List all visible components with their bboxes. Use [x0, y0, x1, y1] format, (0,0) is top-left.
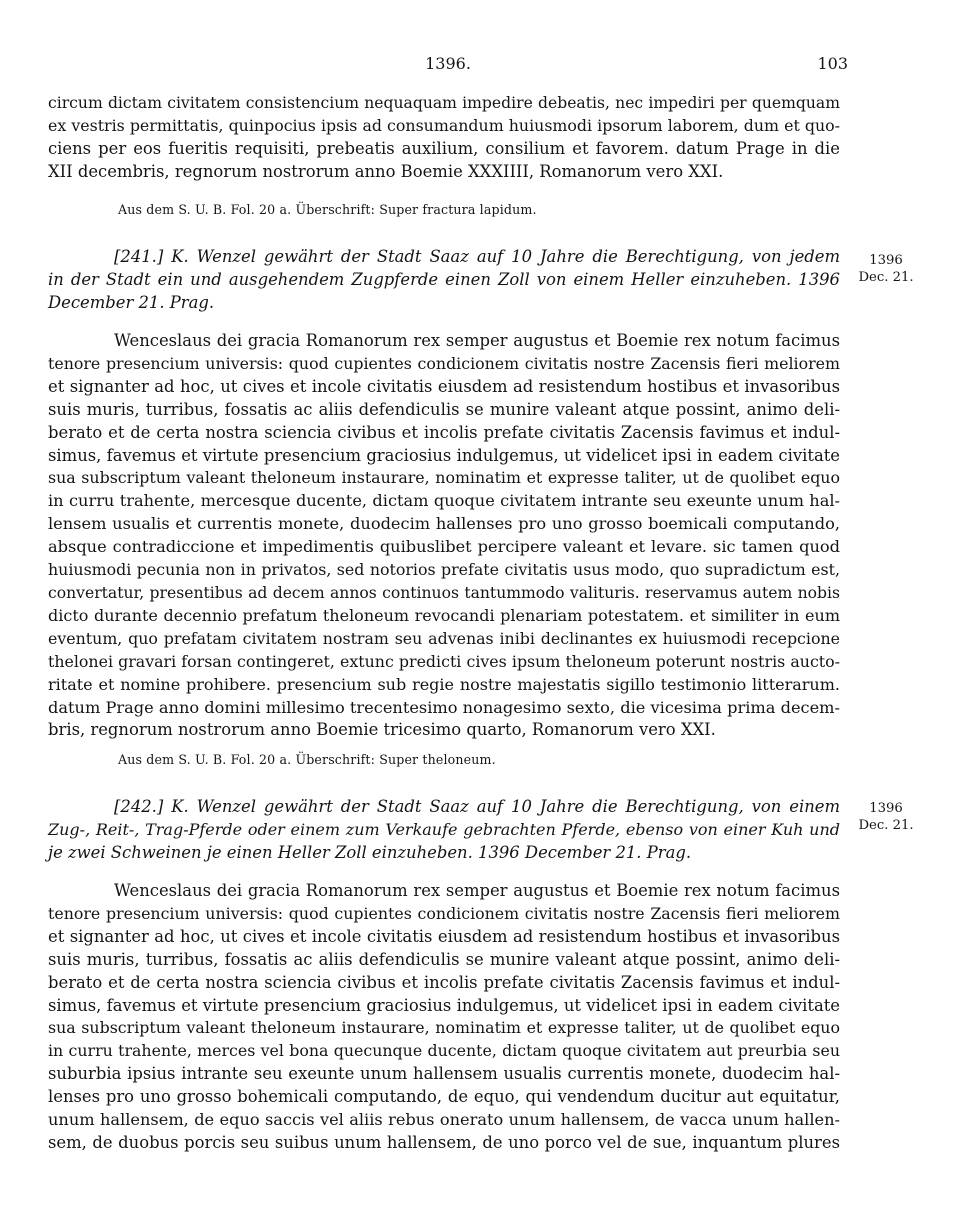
text-line: simus, favemus et virtute presencium graciosius indulgemus, ut videlicet ipsi in eadem civitate [48, 995, 840, 1015]
text-line: et signanter ad hoc, ut cives et incole civitatis eiusdem ad resistendum hostibus et invasoribus [48, 926, 840, 946]
text-line: simus, favemus et virtute presencium graciosius indulgemus, ut videlicet ipsi in eadem civitate [48, 445, 840, 465]
charter-text-242 [48, 880, 840, 1155]
text-line: suis muris, turribus, fossatis ac aliis defendiculis se munire valeant atque possint, animo deli- [48, 949, 840, 969]
text-line: circum dictam civitatem consistencium nequaquam impedire debeatis, nec impediri per quemquam [48, 94, 840, 112]
regest-line: December 21. Prag. [48, 292, 215, 312]
text-line: convertatur, presentibus ad decem annos continuos tantummodo valituris. reservamus autem nobis [48, 583, 840, 602]
text-line: in curru trahente, mercesque ducente, dictam quoque civitatem intrante seu exeunte unum hal- [48, 491, 840, 511]
page-number: 103 [817, 54, 848, 73]
margin-date-242 [854, 800, 918, 834]
text-line: in curru trahente, merces vel bona quecunque ducente, dictam quoque civitatem aut preurbia seu [48, 1041, 840, 1061]
text-line: ciens per eos fueritis requisiti, prebeatis auxilium, consilium et favorem. datum Prage in die [48, 138, 840, 158]
intro-text [48, 92, 840, 184]
text-line: XII decembris, regnorum nostrorum anno Boemie XXXIIII, Romanorum vero XXI. [48, 161, 724, 181]
margin-year: 1396 [869, 801, 903, 816]
margin-year: 1396 [869, 253, 903, 268]
charter-text-241 [48, 330, 840, 742]
page-header [48, 54, 848, 80]
text-line: berato et de certa nostra sciencia civibus et incolis prefate civitatis Zacensis favimus et indul- [48, 422, 840, 442]
margin-day: Dec. 21. [858, 818, 914, 833]
text-line: dicto durante decennio prefatum theloneum revocandi plenariam potestatem. et similiter in eum [48, 605, 840, 625]
regest-line: Zug-, Reit-, Trag-Pferde oder einem zum Verkaufe gebrachten Pferde, ebenso von einer Kuh und [48, 819, 840, 839]
regest-line: je zwei Schweinen je einen Heller Zoll einzuheben. 1396 December 21. Prag. [48, 842, 692, 862]
margin-date-241 [854, 252, 918, 286]
running-year: 1396. [425, 54, 471, 73]
text-line: Wenceslaus dei gracia Romanorum rex semper augustus et Boemie rex notum facimus [114, 881, 840, 900]
text-line: lensem usualis et currentis monete, duodecim hallenses pro uno grosso boemicali computando, [48, 514, 840, 534]
regest-line: in der Stadt ein und ausgehendem Zugpferde einen Zoll von einem Heller einzuheben. 1396 [48, 269, 840, 289]
text-line: sua subscriptum valeant theloneum instaurare, nominatim et expresse taliter, ut de quolibet equo [48, 468, 840, 488]
text-line: sua subscriptum valeant theloneum instaurare, nominatim et expresse taliter, ut de quolibet equo [48, 1018, 840, 1038]
text-line: bris, regnorum nostrorum anno Boemie tricesimo quarto, Romanorum vero XXI. [48, 720, 716, 740]
regest-242 [48, 796, 840, 865]
text-line: absque contradiccione et impedimentis quibuslibet percipere valeant et levare. sic tamen quod [48, 537, 840, 557]
text-line: unum hallensem, de equo saccis vel aliis rebus onerato unum hallensem, de vacca unum hallen- [48, 1110, 840, 1130]
text-line: tenore presencium universis: quod cupientes condicionem civitatis nostre Zacensis fieri meliorem [48, 903, 840, 923]
text-line: datum Prage anno domini millesimo trecentesimo nonagesimo sexto, die vicesima prima decem- [48, 697, 840, 717]
regest-line: [241.] K. Wenzel gewährt der Stadt Saaz auf 10 Jahre die Berechtigung, von jedem [114, 247, 840, 266]
regest-line: [242.] K. Wenzel gewährt der Stadt Saaz auf 10 Jahre die Berechtigung, von einem [114, 797, 840, 816]
text-line: huiusmodi pecunia non in privatos, sed notorios prefate civitatis usus modo, quo supradictum est, [48, 560, 840, 580]
source-note: Aus dem S. U. B. Fol. 20 a. Überschrift: Super theloneum. [118, 752, 496, 767]
text-line: eventum, quo prefatam civitatem nostram seu advenas inibi declinantes ex huiusmodi recepcione [48, 628, 840, 648]
text-line: suis muris, turribus, fossatis ac aliis defendiculis se munire valeant atque possint, animo deli- [48, 399, 840, 419]
text-line: berato et de certa nostra sciencia civibus et incolis prefate civitatis Zacensis favimus et indul- [48, 972, 840, 992]
regest-241 [48, 246, 840, 315]
text-line: et signanter ad hoc, ut cives et incole civitatis eiusdem ad resistendum hostibus et invasoribus [48, 376, 840, 396]
text-line: ritate et nomine prohibere. presencium sub regie nostre majestatis sigillo testimonio litterarum. [48, 674, 840, 694]
margin-day: Dec. 21. [858, 270, 914, 285]
text-line: tenore presencium universis: quod cupientes condicionem civitatis nostre Zacensis fieri meliorem [48, 353, 840, 373]
source-note: Aus dem S. U. B. Fol. 20 a. Überschrift: Super fractura lapidum. [118, 202, 537, 217]
text-line: ex vestris permittatis, quinpocius ipsis ad consumandum huiusmodi ipsorum laborem, dum et quo- [48, 115, 840, 135]
text-line: Wenceslaus dei gracia Romanorum rex semper augustus et Boemie rex notum facimus [114, 331, 840, 350]
text-line: lenses pro uno grosso bohemicali computando, de equo, qui vendendum ducitur aut equitatur, [48, 1087, 840, 1107]
text-line: thelonei gravari forsan contingeret, extunc predicti cives ipsum theloneum poterunt nostris aucto- [48, 651, 840, 671]
text-line: suburbia ipsius intrante seu exeunte unum hallensem usualis currentis monete, duodecim hal- [48, 1064, 840, 1084]
text-line: sem, de duobus porcis seu suibus unum hallensem, de uno porco vel de sue, inquantum plures [48, 1132, 840, 1152]
